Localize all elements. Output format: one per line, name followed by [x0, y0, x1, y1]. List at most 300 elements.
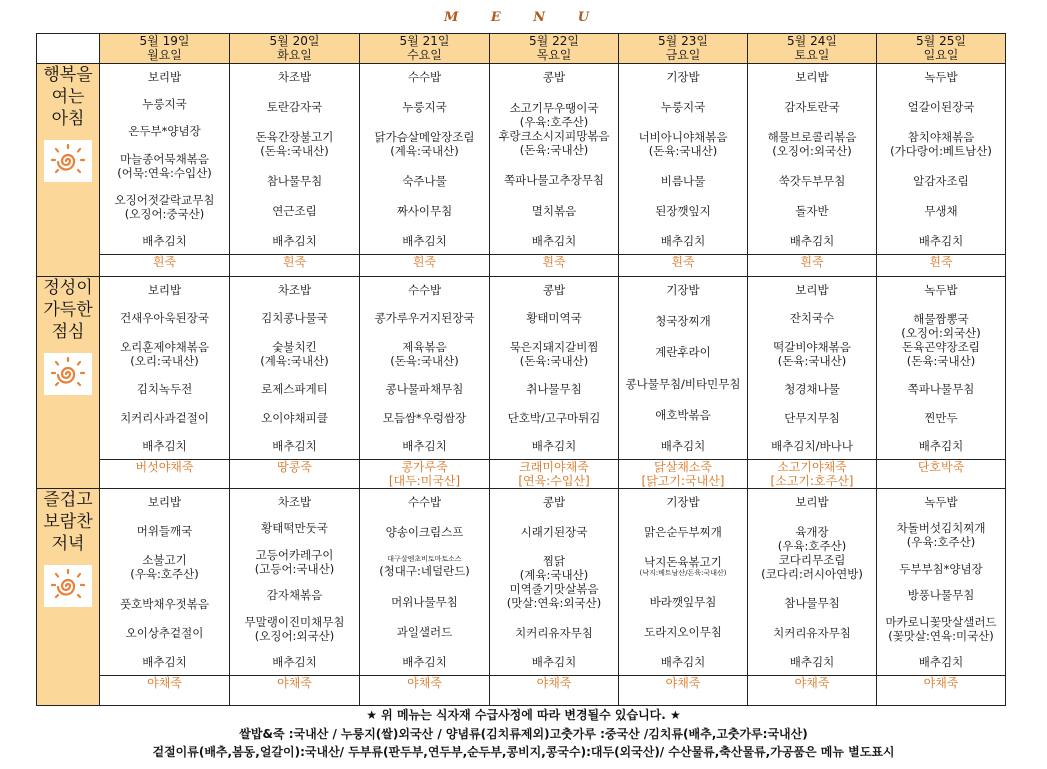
- dish-item: 풋호박채우젓볶음: [120, 596, 209, 611]
- dish-group: [879, 312, 1003, 368]
- porridge-cell: [360, 255, 490, 277]
- dish-item: 머위나물무침: [391, 594, 458, 609]
- dish-item: 기장밥: [666, 283, 700, 297]
- dish-item: 알감자조림: [913, 174, 969, 188]
- dish-group: [362, 130, 487, 158]
- dish-group: [492, 495, 616, 509]
- meal-label-line: 가득한: [43, 300, 93, 320]
- day-header: [748, 34, 877, 64]
- dish-group: [232, 283, 357, 297]
- dish-item: 돌자반: [795, 204, 829, 218]
- dish-group: [492, 626, 616, 640]
- dish-group: [621, 204, 745, 218]
- porridge-item: 야채죽: [147, 676, 182, 690]
- dish-group: [750, 655, 874, 669]
- dish-group: [879, 495, 1003, 509]
- dish-group: [102, 439, 227, 453]
- dish-item: 떡갈비야채볶음: [773, 339, 851, 354]
- dish-item: (코다리:러시아연방): [761, 566, 863, 581]
- dish-group: [750, 130, 874, 158]
- dish-group: [750, 234, 874, 248]
- day-weekday: 토요일: [794, 48, 830, 62]
- porridge-cell: [100, 255, 230, 277]
- day-date: 5월 19일: [139, 34, 190, 48]
- dish-item: 비름나물: [660, 174, 706, 188]
- menu-cell: [490, 489, 619, 676]
- meal-label: [37, 64, 100, 277]
- dish-item: 배추김치: [660, 654, 706, 669]
- dish-item: 두부부침*양념장: [899, 561, 983, 576]
- dish-item: 누룽지국: [142, 97, 187, 112]
- dish-item: (돈육:국내산): [906, 353, 976, 368]
- dish-item: (돈육:국내산): [390, 353, 459, 368]
- day-weekday: 월요일: [147, 48, 182, 62]
- dish-group: [102, 234, 227, 248]
- dish-group: [879, 204, 1003, 218]
- dish-item: 돈육간장불고기: [255, 130, 334, 144]
- dish-item: 양송이크림스프: [385, 525, 464, 540]
- dish-group: [492, 173, 616, 187]
- dish-group: [621, 100, 745, 114]
- dish-group: [362, 283, 487, 297]
- dish-group: [492, 101, 616, 157]
- day-header: [877, 34, 1006, 64]
- dish-item: 배추김치: [142, 654, 187, 669]
- meal-row: [37, 277, 1006, 460]
- dish-item: 보리밥: [147, 495, 182, 509]
- dish-item: 바라깻잎무침: [649, 594, 717, 609]
- porridge-item: 흰죽: [412, 255, 437, 269]
- menu-cell: [230, 489, 360, 676]
- dish-item: 배추김치: [789, 655, 835, 669]
- dish-item: 숯불치킨: [272, 339, 317, 354]
- dish-item: 쪽파나물고추장무침: [504, 173, 604, 187]
- dish-item: 청국장찌개: [655, 314, 711, 329]
- porridge-item: 야채죽: [923, 676, 959, 690]
- dish-item: 콩밥: [542, 70, 566, 84]
- dish-group: [492, 283, 616, 297]
- dish-item: 머위들깨국: [136, 524, 193, 539]
- porridge-item: 크래미야채죽: [519, 460, 589, 474]
- porridge-cell: [100, 676, 230, 706]
- dish-group: [621, 130, 745, 158]
- dish-group: [750, 382, 874, 396]
- dish-item: 소고기무우땡이국: [509, 100, 599, 115]
- dish-item: 배추김치: [402, 234, 447, 248]
- porridge-item: 흰죽: [671, 255, 695, 269]
- meal-row: [37, 489, 1006, 676]
- meal-label: [37, 489, 100, 706]
- dish-group: [879, 655, 1003, 669]
- dish-group: [362, 174, 487, 188]
- menu-cell: [100, 277, 230, 460]
- spiral-sun-icon: [44, 140, 92, 182]
- dish-item: 건새우아욱된장국: [120, 311, 209, 326]
- dish-item: 배추김치: [918, 234, 964, 248]
- dish-group: [750, 626, 874, 640]
- dish-item: 기장밥: [666, 495, 700, 509]
- day-date: 5월 25일: [916, 34, 966, 48]
- dish-group: [750, 70, 874, 84]
- dish-group: [879, 100, 1003, 114]
- day-date: 5월 22일: [529, 34, 579, 48]
- dish-item: 계란후라이: [655, 345, 711, 360]
- porridge-cell: [360, 460, 490, 489]
- dish-group: [102, 283, 227, 297]
- dish-group: [492, 234, 616, 248]
- dish-item: 대구살엔초비토마토소스: [387, 555, 462, 564]
- dish-group: [362, 204, 487, 218]
- porridge-item: 흰죽: [800, 255, 824, 269]
- dish-group: [232, 234, 357, 248]
- dish-item: 치커리유자무침: [773, 625, 851, 640]
- dish-group: [750, 525, 874, 581]
- dish-group: [102, 70, 227, 84]
- meal-label-line: 아침: [51, 109, 85, 129]
- dish-item: (돈육:국내산): [519, 142, 589, 157]
- dish-group: [492, 311, 616, 325]
- dish-item: 해물짬뽕국: [913, 311, 969, 326]
- day-header-row: [37, 34, 1006, 64]
- menu-cell: [748, 277, 877, 460]
- dish-item: 찐만두: [924, 410, 958, 425]
- porridge-cell: [748, 676, 877, 706]
- dish-item: 오리훈제야채볶음: [120, 339, 209, 354]
- dish-item: (오징어:외국산): [254, 628, 335, 643]
- meal-label-line: 행복을: [43, 65, 93, 85]
- dish-item: 배추김치: [272, 654, 317, 669]
- dish-group: [102, 382, 227, 396]
- dish-group: [621, 555, 745, 578]
- dish-item: (돈육:국내산): [777, 353, 847, 368]
- dish-group: [750, 204, 874, 218]
- meal-label-line: 보람찬: [43, 512, 93, 532]
- dish-group: [621, 70, 745, 84]
- day-weekday: 목요일: [536, 48, 572, 62]
- dish-item: 찜닭: [542, 554, 566, 568]
- dish-item: (어묵:연육:수입산): [117, 165, 212, 180]
- meal-label-line: 정성이: [43, 278, 93, 298]
- notice-line: ★ 위 메뉴는 식자재 수급사정에 따라 변경될수 있습니다. ★: [366, 708, 681, 722]
- dish-group: [492, 340, 616, 368]
- porridge-item: [연육:수입산]: [518, 474, 590, 488]
- porridge-item: 닭살채소죽: [654, 460, 712, 474]
- dish-group: [750, 340, 874, 368]
- dish-item: (우육:호주산): [130, 567, 199, 582]
- dish-group: [232, 655, 357, 669]
- dish-item: 토란감자국: [266, 100, 323, 114]
- porridge-item: 야채죽: [794, 676, 830, 690]
- dish-item: 온두부*양념장: [128, 124, 201, 139]
- dish-group: [102, 411, 227, 425]
- spiral-sun-icon: [44, 565, 92, 607]
- dish-item: 모듬쌈*우렁쌈장: [382, 410, 467, 425]
- dish-item: 짜사이무침: [396, 204, 453, 218]
- dish-item: 기장밥: [666, 70, 700, 84]
- dish-item: 단무지무침: [784, 410, 840, 425]
- porridge-cell: [490, 460, 619, 489]
- dish-item: 닭가슴살메알장조림: [374, 130, 475, 144]
- dish-item: 과일샐러드: [396, 624, 453, 639]
- dish-item: 애호박볶음: [655, 407, 711, 422]
- dish-group: [232, 521, 357, 535]
- porridge-item: 흰죽: [929, 255, 953, 269]
- dish-group: [879, 411, 1003, 425]
- dish-group: [750, 439, 874, 453]
- dish-item: 누룽지국: [660, 100, 706, 114]
- corner-cell: [37, 34, 100, 64]
- dish-item: 미역줄기맛살볶음: [509, 582, 599, 596]
- dish-item: 된장깻잎지: [655, 204, 711, 218]
- dish-group: [232, 615, 357, 643]
- dish-group: [621, 283, 745, 297]
- dish-group: [621, 655, 745, 669]
- porridge-item: 버섯야채죽: [135, 460, 194, 474]
- dish-group: [621, 345, 745, 359]
- dish-group: [102, 340, 227, 368]
- porridge-cell: [619, 460, 748, 489]
- dish-group: [492, 70, 616, 84]
- dish-group: [750, 283, 874, 297]
- dish-group: [750, 495, 874, 509]
- menu-body: [37, 64, 1006, 706]
- dish-group: [102, 495, 227, 509]
- dish-group: [879, 615, 1003, 643]
- dish-group: [879, 234, 1003, 248]
- dish-group: [879, 562, 1003, 576]
- dish-group: [750, 596, 874, 610]
- porridge-cell: [877, 255, 1006, 277]
- menu-cell: [877, 489, 1006, 676]
- dish-group: [232, 130, 357, 158]
- dish-group: [232, 204, 357, 218]
- porridge-item: [소고기:호주산]: [770, 474, 854, 488]
- porridge-cell: [877, 676, 1006, 706]
- dish-group: [621, 234, 745, 248]
- dish-item: (맛살:연육:외국산): [506, 596, 602, 610]
- dish-item: (우육:호주산): [519, 114, 589, 129]
- dish-group: [492, 655, 616, 669]
- porridge-cell: [619, 676, 748, 706]
- dish-item: 소불고기: [142, 553, 187, 568]
- dish-item: 연근조림: [272, 204, 317, 218]
- dish-group: [621, 408, 745, 422]
- menu-cell: [490, 64, 619, 255]
- dish-item: (계육:국내산): [390, 144, 459, 158]
- meal-label: [37, 277, 100, 489]
- dish-group: [492, 554, 616, 610]
- spiral-sun-icon: [44, 353, 92, 395]
- meal-label-line: 여는: [51, 87, 85, 107]
- dish-item: (청대구:네덜란드): [379, 564, 470, 579]
- dish-item: 방풍나물무침: [907, 588, 975, 603]
- dish-group: [879, 521, 1003, 549]
- dish-item: 보리밥: [795, 70, 829, 84]
- dish-group: [621, 625, 745, 639]
- dish-group: [621, 495, 745, 509]
- day-header: [360, 34, 490, 64]
- dish-item: 배추김치: [918, 439, 964, 453]
- dish-item: (돈육:국내산): [260, 144, 329, 158]
- dish-item: 돈육곤약장조림: [902, 339, 980, 354]
- dish-item: 오이야채피클: [261, 410, 328, 425]
- dish-item: 취나물무침: [526, 382, 582, 397]
- day-header: [230, 34, 360, 64]
- dish-group: [362, 234, 487, 248]
- dish-group: [362, 340, 487, 368]
- dish-item: 무말랭이진미채무침: [244, 614, 345, 629]
- day-weekday: 화요일: [277, 48, 312, 62]
- dish-item: 오이상추겉절이: [125, 625, 204, 640]
- dish-item: 배추김치: [272, 438, 317, 453]
- dish-item: 얼갈이된장국: [907, 100, 975, 114]
- dish-item: 배추김치: [531, 438, 577, 453]
- dish-item: (계육:국내산): [260, 353, 329, 368]
- dish-item: (우육:호주산): [906, 535, 976, 550]
- dish-item: 마늘종어묵채볶음: [120, 151, 209, 166]
- dish-group: [102, 152, 227, 180]
- menu-cell: [748, 489, 877, 676]
- porridge-item: [닭고기:국내산]: [641, 474, 725, 488]
- menu-cell: [100, 489, 230, 676]
- dish-group: [750, 411, 874, 425]
- dish-group: [750, 311, 874, 325]
- dish-group: [232, 70, 357, 84]
- porridge-item: 소고기야채죽: [777, 460, 847, 474]
- dish-item: 청경채나물: [784, 382, 840, 397]
- porridge-cell: [230, 676, 360, 706]
- dish-item: 차조밥: [277, 495, 312, 509]
- dish-group: [362, 411, 487, 425]
- porridge-item: 땅콩죽: [277, 460, 312, 474]
- dish-item: 참나물무침: [266, 174, 323, 188]
- dish-group: [362, 70, 487, 84]
- dish-item: 배추김치: [142, 233, 187, 248]
- dish-item: 황태떡만둣국: [261, 521, 328, 536]
- dish-group: [879, 70, 1003, 84]
- dish-item: 보리밥: [795, 495, 829, 509]
- dish-item: (오징어:외국산): [901, 325, 981, 340]
- dish-group: [232, 100, 357, 114]
- meal-label-line: 저녁: [51, 534, 85, 554]
- dish-group: [879, 130, 1003, 158]
- dish-group: [362, 100, 487, 114]
- dish-item: 낙지돈육볶고기: [644, 555, 722, 570]
- porridge-cell: [230, 255, 360, 277]
- menu-title: M E N U: [443, 10, 604, 25]
- dish-group: [232, 411, 357, 425]
- dish-item: 배추김치: [660, 234, 706, 248]
- porridge-item: 흰죽: [152, 255, 177, 269]
- dish-item: 콩나물파채무침: [385, 382, 464, 397]
- dish-group: [362, 439, 487, 453]
- dish-item: 누룽지국: [402, 100, 447, 114]
- dish-item: 묵은지돼지갈비찜: [509, 339, 599, 354]
- dish-item: (돈육:국내산): [648, 144, 718, 158]
- dish-group: [750, 174, 874, 188]
- weekly-menu-table: [36, 33, 1006, 706]
- dish-group: [232, 588, 357, 602]
- porridge-item: 흰죽: [542, 255, 566, 269]
- dish-item: 배추김치: [402, 654, 447, 669]
- porridge-row: [37, 460, 1006, 489]
- porridge-item: [대두:미국산]: [388, 474, 461, 488]
- menu-cell: [230, 277, 360, 460]
- dish-item: 배추김치: [531, 655, 577, 669]
- dish-item: 멸치볶음: [531, 203, 577, 218]
- origin-note-rice: 쌀밥&죽 :국내산 / 누룽지(쌀)외국산 / 양념류(김치류제외)고춧가루 :중국산 /김치류(배추,고춧가루:국내산): [239, 727, 808, 741]
- dish-group: [621, 174, 745, 188]
- dish-group: [879, 439, 1003, 453]
- dish-item: (오징어:중국산): [124, 206, 205, 221]
- dish-item: 참치야채볶음: [907, 130, 975, 144]
- dish-item: (오리:국내산): [130, 353, 199, 368]
- dish-item: 감자채볶음: [266, 588, 323, 603]
- dish-item: (돈육:국내산): [519, 353, 589, 368]
- menu-cell: [100, 64, 230, 255]
- dish-item: 배추김치: [660, 438, 706, 453]
- dish-item: 오징어젓갈락교무침: [114, 192, 215, 207]
- dish-item: 차조밥: [277, 70, 312, 84]
- dish-group: [879, 283, 1003, 297]
- dish-item: 쪽파나물무침: [907, 382, 975, 396]
- dish-item: 김치녹두전: [136, 382, 193, 397]
- meal-row: [37, 64, 1006, 255]
- dish-group: [232, 548, 357, 576]
- dish-group: [492, 382, 616, 396]
- porridge-item: 흰죽: [282, 255, 307, 269]
- day-date: 5월 24일: [787, 34, 837, 48]
- dish-item: 수수밥: [407, 283, 442, 297]
- dish-item: 보리밥: [795, 283, 829, 297]
- dish-group: [102, 597, 227, 611]
- dish-item: 콩가루우거지된장국: [374, 311, 475, 326]
- day-date: 5월 23일: [658, 34, 708, 48]
- dish-item: 녹두밥: [924, 70, 958, 84]
- dish-item: 배추김치: [402, 438, 447, 453]
- dish-item: 차조밥: [277, 283, 312, 297]
- dish-group: [492, 411, 616, 425]
- dish-item: 시래기된장국: [520, 524, 588, 539]
- dish-item: 코다리무조림: [778, 552, 846, 567]
- porridge-item: 야채죽: [536, 676, 572, 690]
- dish-item: (가다랑어:베트남산): [890, 144, 992, 158]
- dish-item: 단호박/고구마튀김: [507, 410, 601, 425]
- dish-item: 치커리유자무침: [515, 625, 593, 640]
- dish-item: 잔치국수: [789, 311, 835, 326]
- dish-item: (고등어:국내산): [254, 561, 335, 576]
- dish-item: 콩밥: [542, 283, 566, 297]
- dish-item: (계육:국내산): [519, 568, 589, 582]
- menu-cell: [619, 489, 748, 676]
- dish-item: 콩나물무침/비타민무침: [625, 376, 741, 391]
- menu-cell: [619, 277, 748, 460]
- dish-item: 로제스파게티: [261, 382, 328, 397]
- dish-group: [102, 311, 227, 325]
- day-weekday: 수요일: [407, 48, 442, 62]
- porridge-cell: [877, 460, 1006, 489]
- dish-group: [102, 655, 227, 669]
- dish-group: [232, 340, 357, 368]
- dish-group: [102, 553, 227, 581]
- menu-cell: [360, 277, 490, 460]
- dish-item: 수수밥: [407, 495, 442, 509]
- dish-group: [362, 495, 487, 509]
- menu-cell: [619, 64, 748, 255]
- porridge-cell: [100, 460, 230, 489]
- dish-group: [879, 174, 1003, 188]
- dish-group: [879, 382, 1003, 396]
